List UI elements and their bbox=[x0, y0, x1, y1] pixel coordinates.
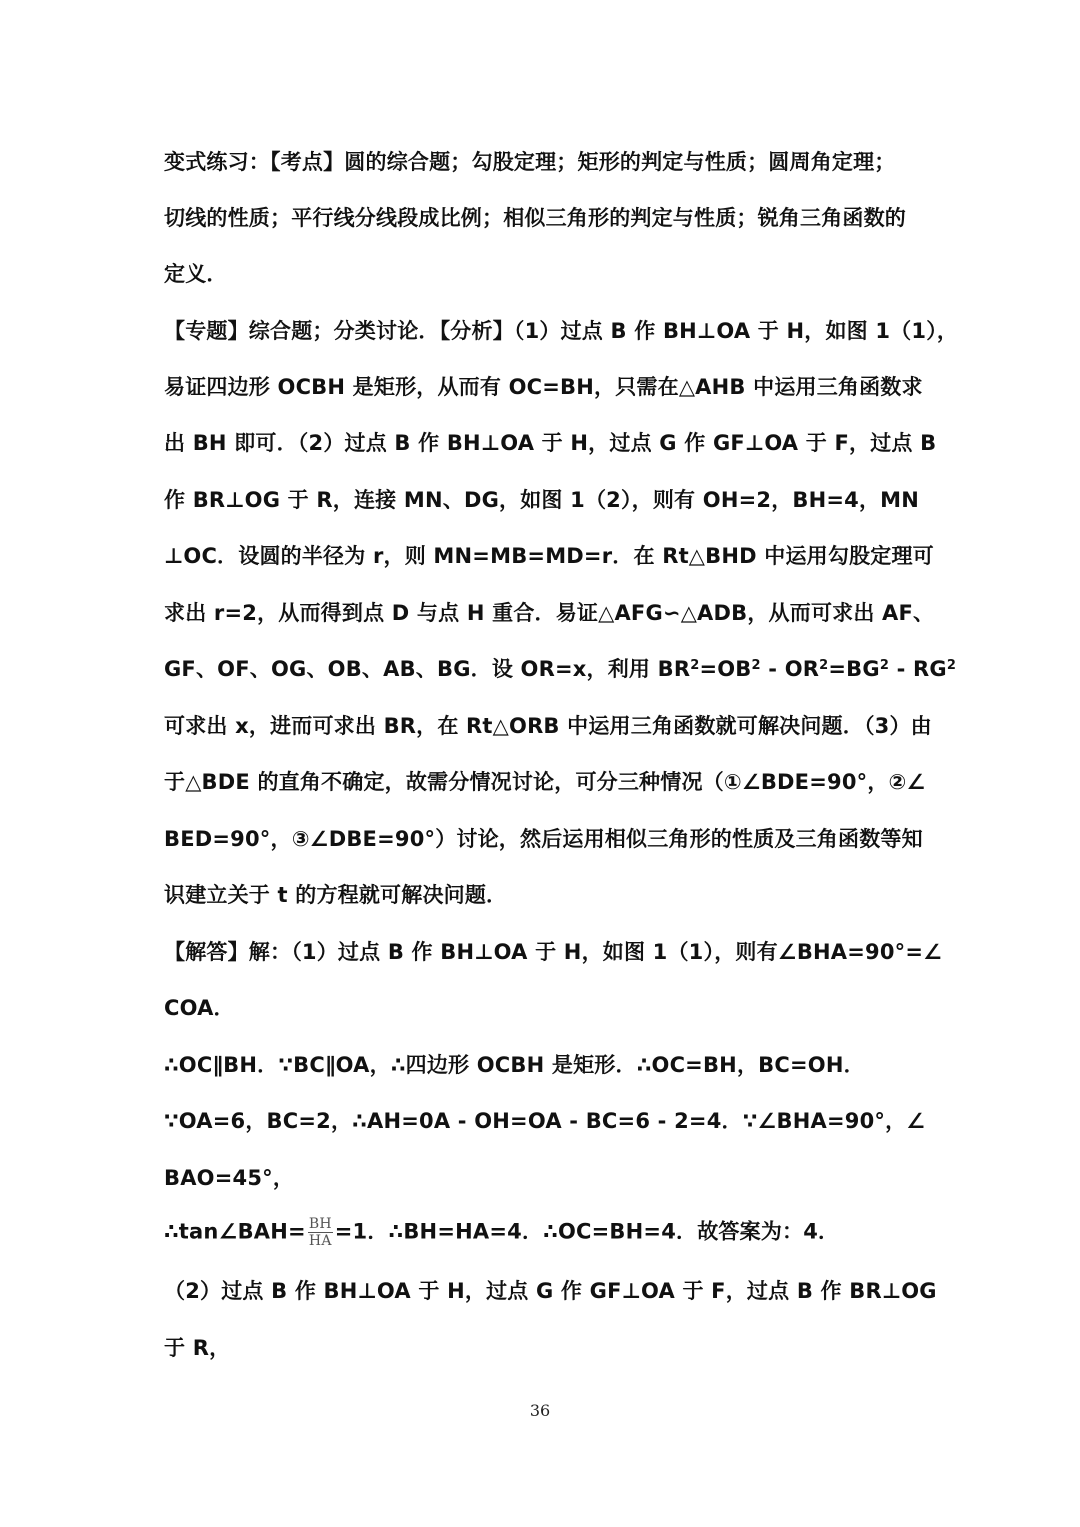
fraction bbox=[308, 1216, 333, 1249]
superscript: 2 bbox=[946, 658, 957, 673]
superscript: 2 bbox=[751, 658, 761, 673]
text-line: 变式练习：【考点】圆的综合题；勾股定理；矩形的判定与性质；圆周角定理； bbox=[164, 150, 896, 174]
text-line: 作 BR⊥OG 于 R，连接 MN、DG，如图 1（2），则有 OH=2，BH=4，MN bbox=[164, 488, 920, 512]
page-number: 36 bbox=[529, 1401, 551, 1420]
text-line: 求出 r=2，从而得到点 D 与点 H 重合．易证△AFG∽△ADB，从而可求出 AF、 bbox=[164, 601, 935, 625]
text-line: BAO=45°， bbox=[164, 1166, 295, 1190]
superscript: 2 bbox=[879, 658, 890, 673]
text-segment: ∴tan∠BAH= bbox=[164, 1219, 306, 1244]
text-line: 于 R， bbox=[164, 1336, 231, 1360]
text-segment: =1．∴BH=HA=4．∴OC=BH=4．故答案为：4． bbox=[334, 1219, 840, 1244]
text-segment: =OB bbox=[699, 657, 752, 681]
text-line: 于△BDE 的直角不确定，故需分情况讨论，可分三种情况（①∠BDE=90°，②∠ bbox=[164, 770, 926, 794]
text-segment: GF、OF、OG、OB、AB、BG．设 OR=x，利用 BR bbox=[164, 657, 691, 681]
text-line: ∵OA=6，BC=2，∴AH=0A - OH=OA - BC=6 - 2=4．∵∠BHA=90°，∠ bbox=[164, 1109, 926, 1133]
text-line: ∴OC∥BH．∵BC∥OA，∴四边形 OCBH 是矩形．∴OC=BH，BC=OH． bbox=[164, 1053, 865, 1077]
text-line: （2）过点 B 作 BH⊥OA 于 H，过点 G 作 GF⊥OA 于 F，过点 B 作 BR⊥OG bbox=[164, 1279, 937, 1303]
text-line: COA． bbox=[164, 996, 235, 1020]
text-line-with-superscripts bbox=[164, 655, 957, 683]
text-segment: - RG bbox=[889, 657, 947, 681]
text-line: 识建立关于 t 的方程就可解决问题． bbox=[164, 883, 508, 907]
text-line: 易证四边形 OCBH 是矩形，从而有 OC=BH，只需在△AHB 中运用三角函数求 bbox=[164, 375, 923, 399]
fraction-numerator: BH bbox=[308, 1216, 332, 1232]
text-line: BED=90°，③∠DBE=90°）讨论，然后运用相似三角形的性质及三角函数等知 bbox=[164, 827, 923, 851]
superscript: 2 bbox=[690, 658, 700, 673]
text-segment: =BG bbox=[828, 657, 880, 681]
text-line: 切线的性质；平行线分线段成比例；相似三角形的判定与性质；锐角三角函数的 bbox=[164, 206, 906, 230]
text-line-with-fraction bbox=[164, 1216, 924, 1249]
superscript: 2 bbox=[819, 658, 829, 673]
text-line: 【专题】综合题；分类讨论．【分析】（1）过点 B 作 BH⊥OA 于 H，如图 1（1）， bbox=[164, 319, 959, 343]
fraction-denominator: HA bbox=[308, 1233, 332, 1249]
text-segment: - OR bbox=[760, 657, 820, 681]
text-line: 【解答】解：（1）过点 B 作 BH⊥OA 于 H，如图 1（1），则有∠BHA=90°=∠ bbox=[164, 940, 943, 964]
text-line: 可求出 x，进而可求出 BR，在 Rt△ORB 中运用三角函数就可解决问题．（3）由 bbox=[164, 714, 932, 738]
text-line: ⊥OC．设圆的半径为 r，则 MN=MB=MD=r．在 Rt△BHD 中运用勾股定理可 bbox=[164, 544, 934, 568]
text-line: 定义． bbox=[164, 262, 228, 286]
text-line: 出 BH 即可．（2）过点 B 作 BH⊥OA 于 H，过点 G 作 GF⊥OA 于 F，过点 B bbox=[164, 431, 937, 455]
